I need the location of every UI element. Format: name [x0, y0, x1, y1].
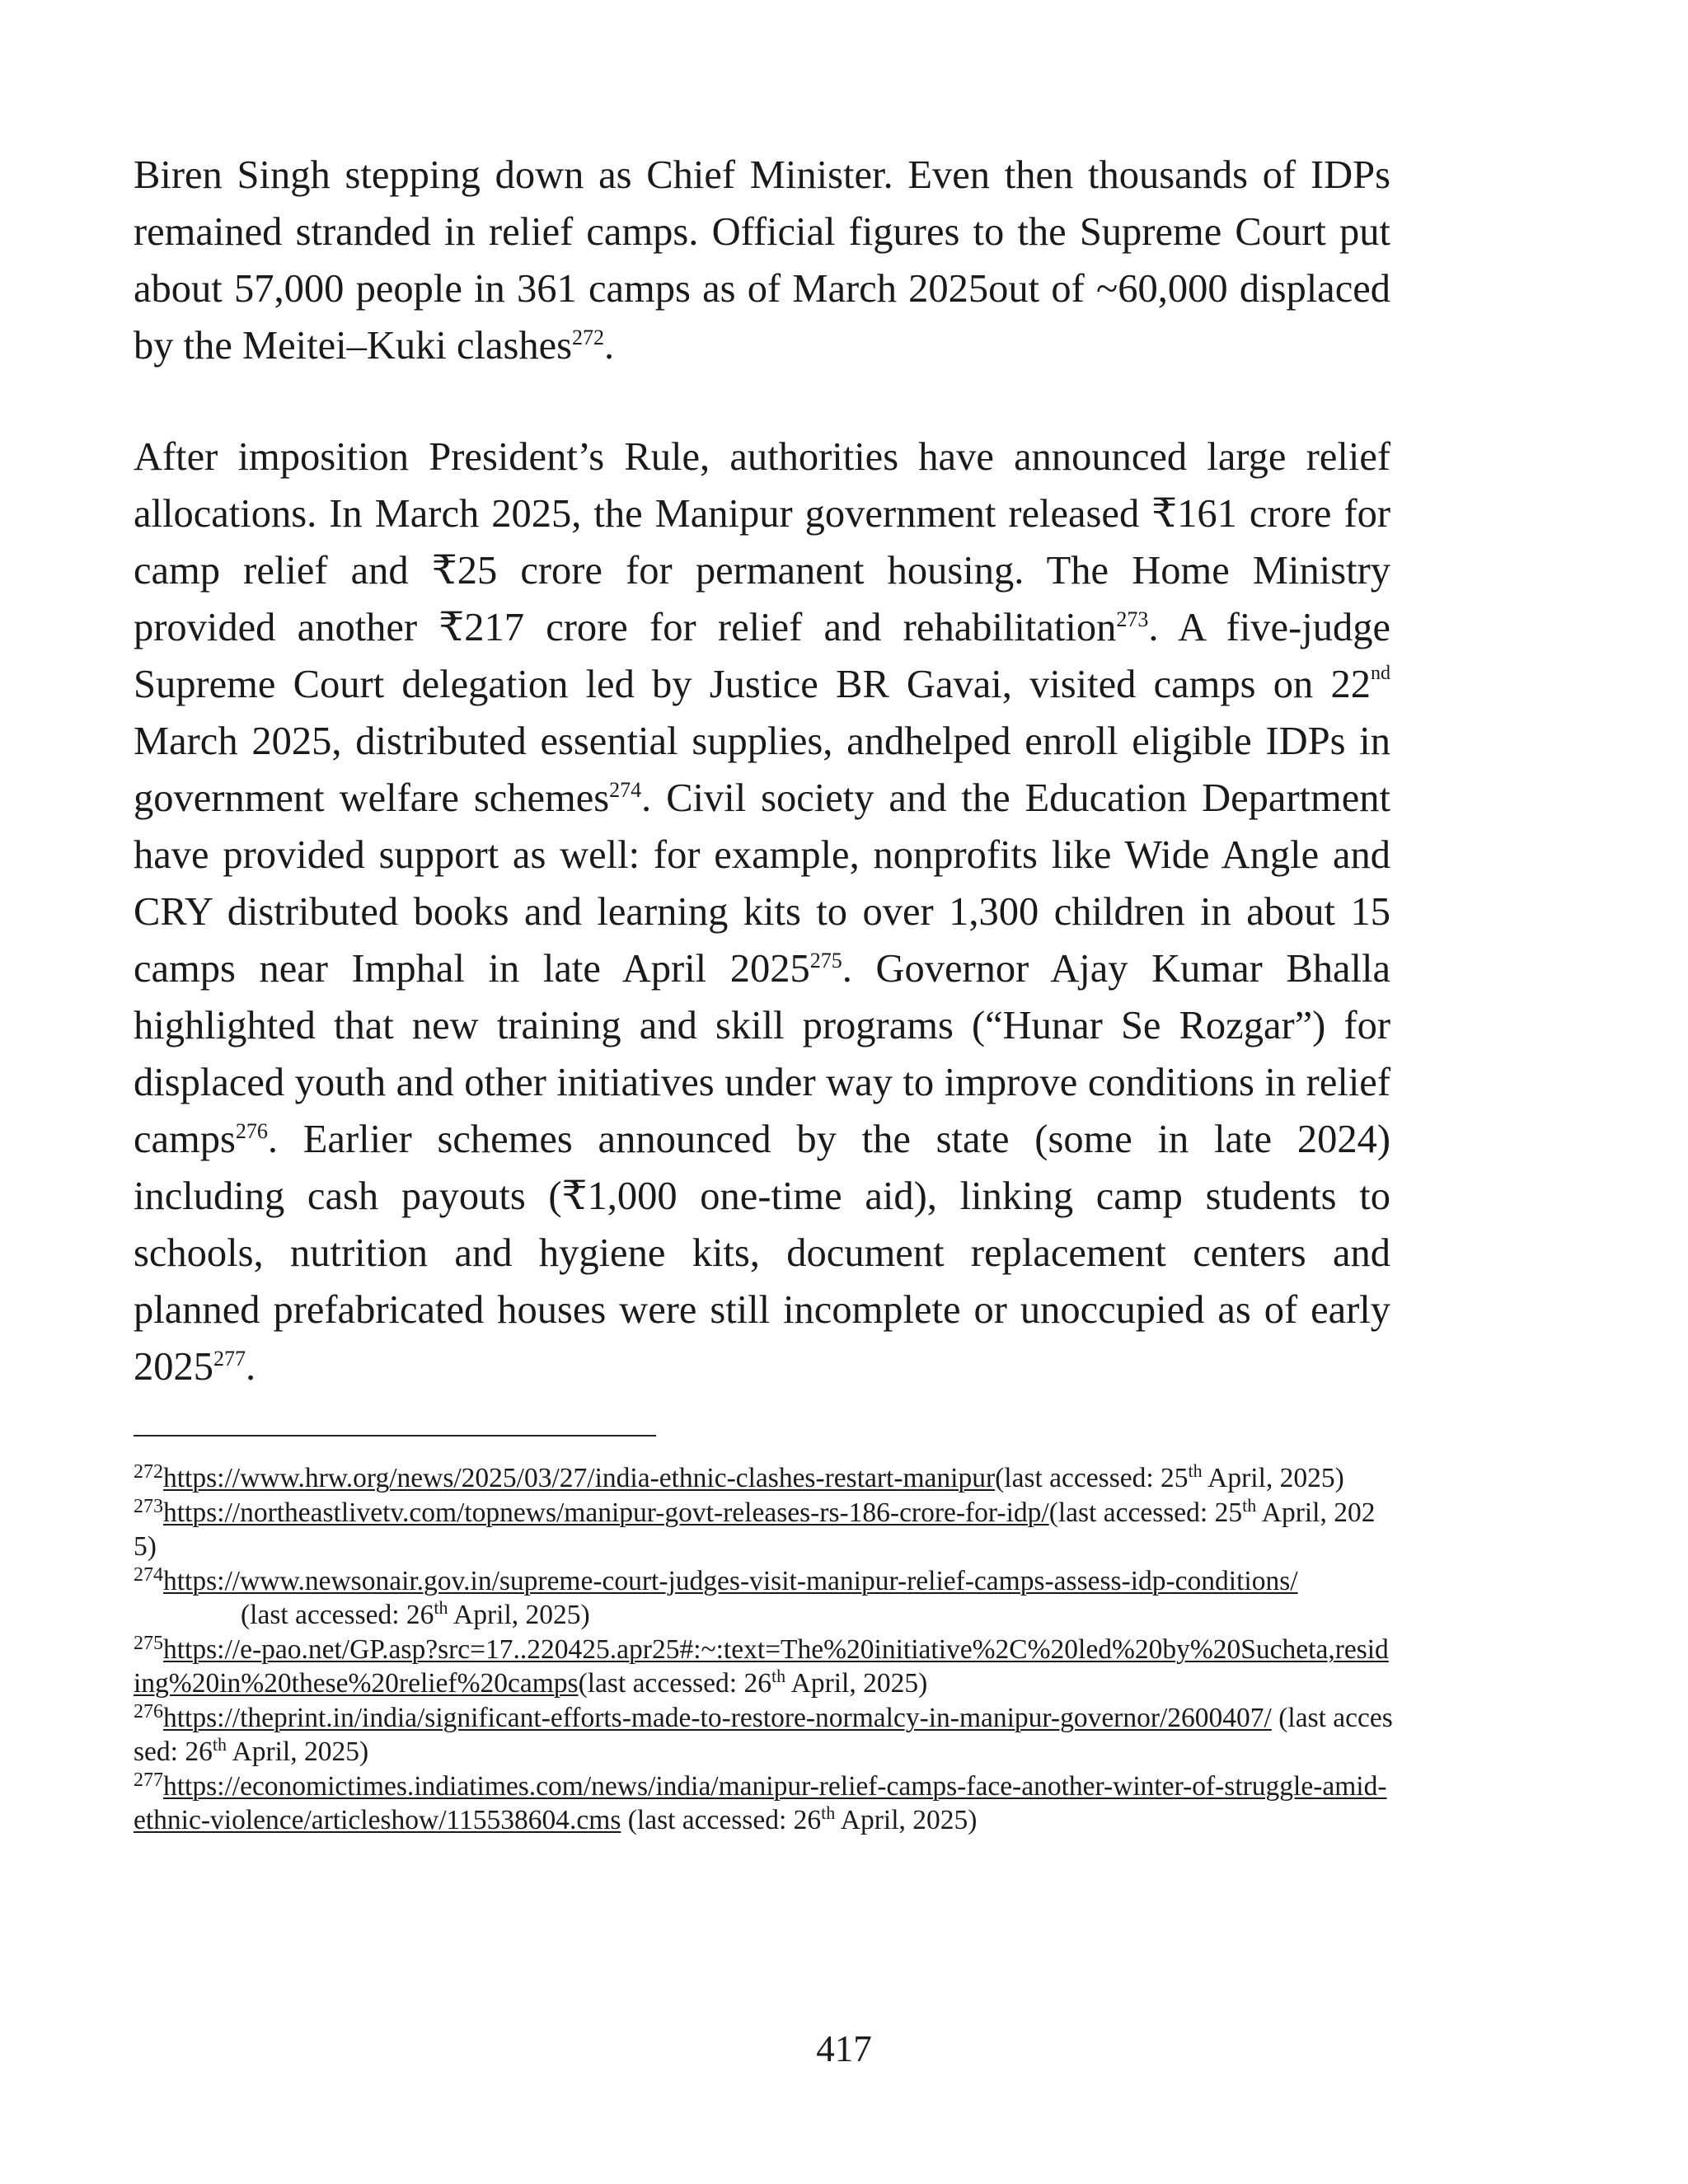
footnote-number: 276	[134, 1700, 163, 1722]
footnote-link[interactable]: https://www.hrw.org/news/2025/03/27/india-ethnic-clashes-restart-manipur	[163, 1463, 996, 1493]
access-note: (last accessed: 26	[134, 1702, 1393, 1767]
paragraph-text: March 2025, distributed essential supplies, andhelped enroll eligible IDPs in government welfare schemes	[134, 719, 1390, 820]
paragraph-text: . Civil society and the Education Department have provided support as well: for example, nonprofits like Wide Angle and CRY distributed books and learning kits to over 1,300 children in about 15 camps near Imphal in late April 2025	[134, 776, 1390, 991]
ordinal-suffix: th	[212, 1734, 227, 1755]
paragraph-text: .	[246, 1345, 256, 1389]
paragraph-text: After imposition President’s Rule, authorities have announced large relief allocations. In March 2025, the Manipur government released ₹161 crore for camp relief and ₹25 crore for permanent housing. The Home Ministry provided another ₹217 crore for relief and rehabilitation	[134, 435, 1390, 649]
access-note: (last accessed: 26	[621, 1805, 822, 1835]
ordinal-suffix: th	[1242, 1494, 1257, 1516]
access-note-date: April, 2025)	[226, 1736, 369, 1767]
footnote	[134, 1461, 1393, 1496]
footnote-link[interactable]: https://e-pao.net/GP.asp?src=17..220425.apr25#:~:text=The%20initiative%2C%20led%20by%20Sucheta,residing%20in%20these%20relief%20camps	[134, 1633, 1389, 1699]
footnote-number: 277	[134, 1769, 163, 1791]
footnote	[134, 1564, 1393, 1633]
access-note: (last accessed: 26	[578, 1668, 771, 1699]
ordinal-suffix: th	[771, 1666, 786, 1686]
footnote	[134, 1633, 1393, 1701]
ordinal-suffix: th	[434, 1597, 448, 1618]
body-text	[134, 147, 1390, 1395]
access-note: (last accessed: 25	[995, 1463, 1189, 1493]
footnote-reference: 273	[1116, 607, 1149, 631]
footnote-link[interactable]: https://www.newsonair.gov.in/supreme-court-judges-visit-manipur-relief-camps-assess-idp-conditions/	[163, 1565, 1298, 1596]
footnote-link[interactable]: https://economictimes.indiatimes.com/news/india/manipur-relief-camps-face-another-winter-of-struggle-amid-ethnic-violence/articleshow/115538604.cms	[134, 1770, 1387, 1835]
access-note-date: April, 2025)	[785, 1668, 928, 1699]
footnote-number: 273	[134, 1495, 163, 1517]
paragraph	[134, 429, 1390, 1395]
footnote-reference: 275	[809, 949, 842, 972]
footnote-reference: 277	[213, 1347, 246, 1371]
access-note-date: April, 2025)	[448, 1600, 590, 1630]
access-note-date: April, 2025)	[1202, 1463, 1344, 1493]
ordinal-suffix: th	[821, 1802, 836, 1823]
footnote-link[interactable]: https://theprint.in/india/significant-efforts-made-to-restore-normalcy-in-manipur-governor/2600407/	[163, 1702, 1272, 1733]
paragraph-text: . Earlier schemes announced by the state (some in late 2024) including cash payouts (₹1,000 one-time aid), linking camp students to schools, nutrition and hygiene kits, document replacement centers and planned prefabricated houses were still incomplete or unoccupied as of early 2025	[134, 1118, 1390, 1389]
footnote-separator	[134, 1435, 656, 1436]
access-note: (last accessed: 26	[241, 1600, 434, 1630]
page-number: 417	[816, 2028, 872, 2069]
paragraph-text: . Governor Ajay Kumar Bhalla highlighted that new training and skill programs (“Hunar Se Rozgar”) for displaced youth and other initiatives under way to improve conditions in relief camps	[134, 947, 1390, 1161]
footnote	[134, 1701, 1393, 1769]
footnote-reference: 272	[572, 326, 605, 349]
footnote-number: 272	[134, 1461, 163, 1483]
paragraph-text: Biren Singh stepping down as Chief Minister. Even then thousands of IDPs remained stranded in relief camps. Official figures to the Supreme Court put about 57,000 people in 361 camps as of March 2025out of ~60,000 displaced by the Meitei–Kuki clashes	[134, 153, 1390, 368]
ordinal-suffix: nd	[1371, 663, 1390, 684]
footnote	[134, 1769, 1393, 1838]
access-note-date: April, 2025)	[835, 1805, 978, 1835]
footnote-number: 274	[134, 1563, 163, 1586]
footnote-link[interactable]: https://northeastlivetv.com/topnews/manipur-govt-releases-rs-186-crore-for-idp/	[163, 1497, 1049, 1528]
paragraph-text: . A five-judge Supreme Court delegation led by Justice BR Gavai, visited camps on 22	[134, 606, 1390, 706]
footnote-reference: 276	[235, 1119, 268, 1143]
footnote	[134, 1496, 1393, 1564]
footnote-reference: 274	[609, 778, 642, 802]
footnotes	[134, 1461, 1393, 1838]
paragraph	[134, 147, 1390, 374]
access-note: (last accessed: 25	[1048, 1497, 1243, 1528]
footnote-number: 275	[134, 1632, 163, 1654]
access-note-date: April, 2025)	[134, 1497, 1376, 1562]
paragraph-text: .	[604, 324, 615, 368]
ordinal-suffix: th	[1188, 1460, 1203, 1481]
